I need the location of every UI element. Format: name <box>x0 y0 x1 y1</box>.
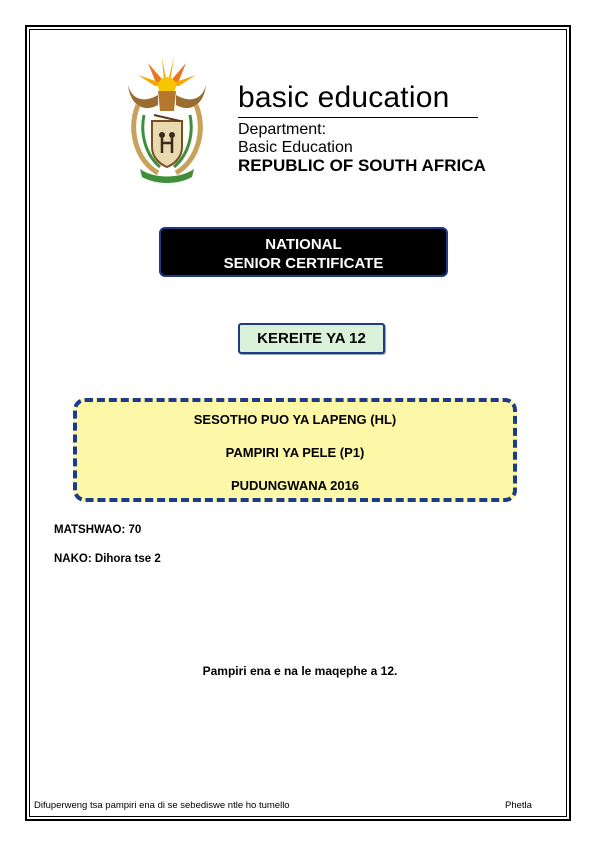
brand-rule <box>238 117 478 118</box>
certificate-banner <box>159 227 448 277</box>
subject-panel <box>73 398 517 502</box>
time-label: NAKO: Dihora tse 2 <box>54 553 161 565</box>
sun-rays <box>138 57 196 95</box>
subject-name: SESOTHO PUO YA LAPENG (HL) <box>193 412 397 427</box>
certificate-line2: SENIOR CERTIFICATE <box>223 255 384 272</box>
exam-session: PUDUNGWANA 2016 <box>230 478 360 493</box>
certificate-line1: NATIONAL <box>265 236 342 253</box>
country-name: REPUBLIC OF SOUTH AFRICA <box>238 156 486 175</box>
department-name: Basic Education <box>238 139 353 156</box>
page-count-note: Pampiri ena e na le maqephe a 12. <box>202 664 398 678</box>
turn-over-label: Phetla <box>505 800 532 811</box>
paper-number: PAMPIRI YA PELE (P1) <box>225 445 365 460</box>
copyright-notice: Difuperweng tsa pampiri ena di se sebediswe ntle ho tumello <box>34 800 290 811</box>
department-label: Department: <box>238 121 327 138</box>
brand-title: basic education <box>238 81 450 114</box>
marks-label: MATSHWAO: 70 <box>54 524 142 536</box>
coat-of-arms-icon <box>118 55 216 185</box>
grade-badge: KEREITE YA 12 <box>238 323 385 354</box>
